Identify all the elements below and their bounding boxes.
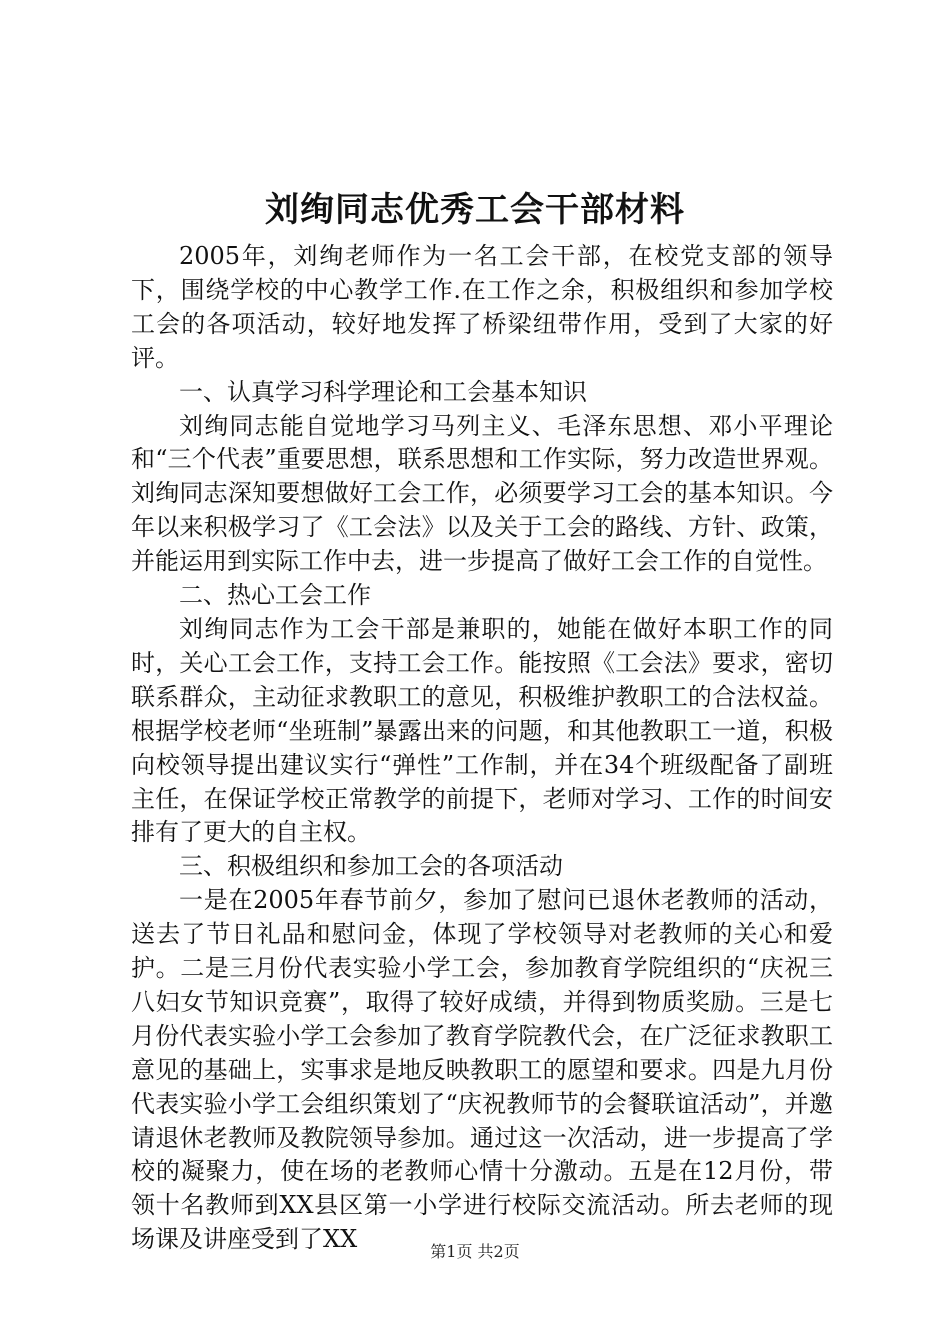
page-number-footer: 第1页 共2页 — [430, 1242, 520, 1261]
section-paragraph-2: 刘绚同志作为工会干部是兼职的，她能在做好本职工作的同时，关心工会工作，支持工会工作。能按照《工会法》要求，密切联系群众，主动征求教职工的意见，积极维护教职工的合法权益。根据学校老师“坐班制”暴露出来的问题，和其他教职工一道，积极向校领导提出建议实行“弹性”工作制，并在34个班级配备了副班主任，在保证学校正常教学的前提下，老师对学习、工作的时间安排有了更大的自主权。 — [131, 614, 833, 847]
section-paragraph-1: 刘绚同志能自觉地学习马列主义、毛泽东思想、邓小平理论和“三个代表”重要思想，联系思想和工作实际，努力改造世界观。刘绚同志深知要想做好工会工作，必须要学习工会的基本知识。今年以来积极学习了《工会法》以及关于工会的路线、方针、政策，并能运用到实际工作中去，进一步提高了做好工会工作的自觉性。 — [131, 411, 833, 576]
section-paragraph-3: 一是在2005年春节前夕，参加了慰问已退休老教师的活动，送去了节日礼品和慰问金，体现了学校领导对老教师的关心和爱护。二是三月份代表实验小学工会，参加教育学院组织的“庆祝三八妇女节知识竞赛”，取得了较好成绩，并得到物质奖励。三是七月份代表实验小学工会参加了教育学院教代会，在广泛征求教职工意见的基础上，实事求是地反映教职工的愿望和要求。四是九月份代表实验小学工会组织策划了“庆祝教师节的会餐联谊活动”，并邀请退休老教师及教院领导参加。通过这一次活动，进一步提高了学校的凝聚力，使在场的老教师心情十分激动。五是在12月份，带领十名教师到XX县区第一小学进行校际交流活动。所去老师的现场课及讲座受到了XX — [131, 886, 833, 1254]
section-heading-1: 一、认真学习科学理论和工会基本知识 — [179, 377, 587, 406]
intro-paragraph: 2005年，刘绚老师作为一名工会干部，在校党支部的领导下，围绕学校的中心教学工作.在工作之余，积极组织和参加学校工会的各项活动，较好地发挥了桥梁纽带作用，受到了大家的好评。 — [131, 242, 833, 372]
section-heading-3: 三、积极组织和参加工会的各项活动 — [179, 852, 563, 881]
document-title: 刘绚同志优秀工会干部材料 — [265, 190, 685, 230]
document-body — [131, 240, 833, 1257]
section-heading-2: 二、热心工会工作 — [179, 581, 371, 610]
